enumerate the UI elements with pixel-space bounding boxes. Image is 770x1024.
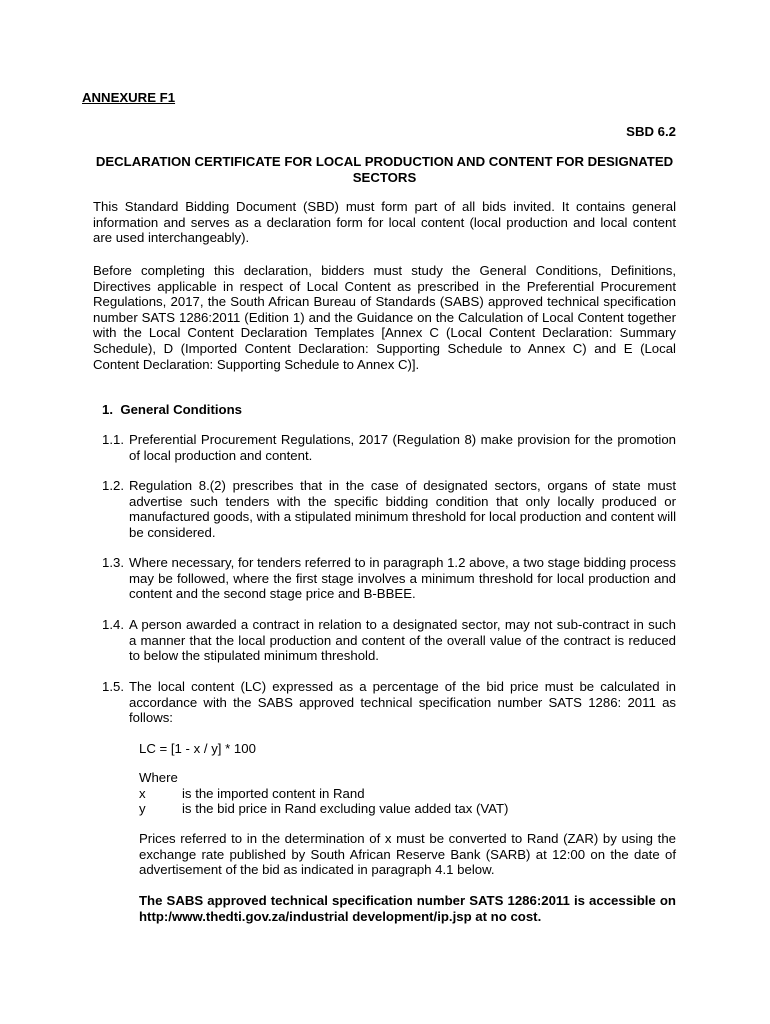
definition-symbol: x	[139, 786, 146, 801]
item-text: Preferential Procurement Regulations, 2017 (Regulation 8) make provision for the promotion of local production and content.	[129, 432, 676, 463]
condition-item	[102, 679, 676, 726]
annexure-heading: ANNEXURE F1	[82, 90, 176, 105]
definition-text: is the imported content in Rand	[182, 786, 365, 801]
item-text: A person awarded a contract in relation to a designated sector, may not sub-contract in such a manner that the local production and content of the overall value of the contract is reduced to below the stipulated minimum threshold.	[129, 617, 676, 664]
item-number: 1.4.	[102, 617, 124, 632]
definition-text: is the bid price in Rand excluding value added tax (VAT)	[182, 801, 509, 816]
where-label: Where	[139, 770, 178, 785]
condition-item	[102, 432, 676, 463]
item-text: Where necessary, for tenders referred to in paragraph 1.2 above, a two stage bidding process may be followed, where the first stage involves a minimum threshold for local production and content and the second stage price and B-BBEE.	[129, 555, 676, 602]
item-number: 1.3.	[102, 555, 124, 570]
section-number: 1.	[102, 402, 113, 417]
sabs-note: The SABS approved technical specification number SATS 1286:2011 is accessible on http:/www.thedti.gov.za/industrial development/ip.jsp at no cost.	[139, 893, 676, 924]
item-text: The local content (LC) expressed as a percentage of the bid price must be calculated in accordance with the SABS approved technical specification number SATS 1286: 2011 as follows:	[129, 679, 676, 726]
condition-item	[102, 617, 676, 664]
item-text: Regulation 8.(2) prescribes that in the case of designated sectors, organs of state must advertise such tenders with the specific bidding condition that only locally produced or manufactured goods, with a stipulated minimum threshold for local production and content will be considered.	[129, 478, 676, 540]
document-title: DECLARATION CERTIFICATE FOR LOCAL PRODUCTION AND CONTENT FOR DESIGNATED SECTORS	[95, 154, 674, 185]
condition-item	[102, 555, 676, 602]
prices-paragraph: Prices referred to in the determination of x must be converted to Rand (ZAR) by using the exchange rate published by South African Reserve Bank (SARB) at 12:00 on the date of advertisement of the bid as indicated in paragraph 4.1 below.	[139, 831, 676, 878]
lc-formula: LC = [1 - x / y] * 100	[139, 741, 256, 756]
definition-symbol: y	[139, 801, 146, 816]
section-title: General Conditions	[120, 402, 242, 417]
item-number: 1.5.	[102, 679, 124, 694]
section-heading-general-conditions	[102, 402, 242, 418]
before-paragraph: Before completing this declaration, bidders must study the General Conditions, Definitions, Directives applicable in respect of Local Content as prescribed in the Preferential Procurement Regulations, 2017, the South African Bureau of Standards (SABS) approved technical specification number SATS 1286:2011 (Edition 1) and the Guidance on the Calculation of Local Content together with the Local Content Declaration Templates [Annex C (Local Content Declaration: Summary Schedule), D (Imported Content Declaration: Supporting Schedule to Annex C) and E (Local Content Declaration: Supporting Schedule to Annex C)].	[93, 263, 676, 372]
item-number: 1.2.	[102, 478, 124, 493]
sbd-reference: SBD 6.2	[626, 124, 676, 139]
condition-item	[102, 478, 676, 540]
item-number: 1.1.	[102, 432, 124, 447]
intro-paragraph: This Standard Bidding Document (SBD) must form part of all bids invited. It contains general information and serves as a declaration form for local content (local production and local content are used interchangeably).	[93, 199, 676, 246]
